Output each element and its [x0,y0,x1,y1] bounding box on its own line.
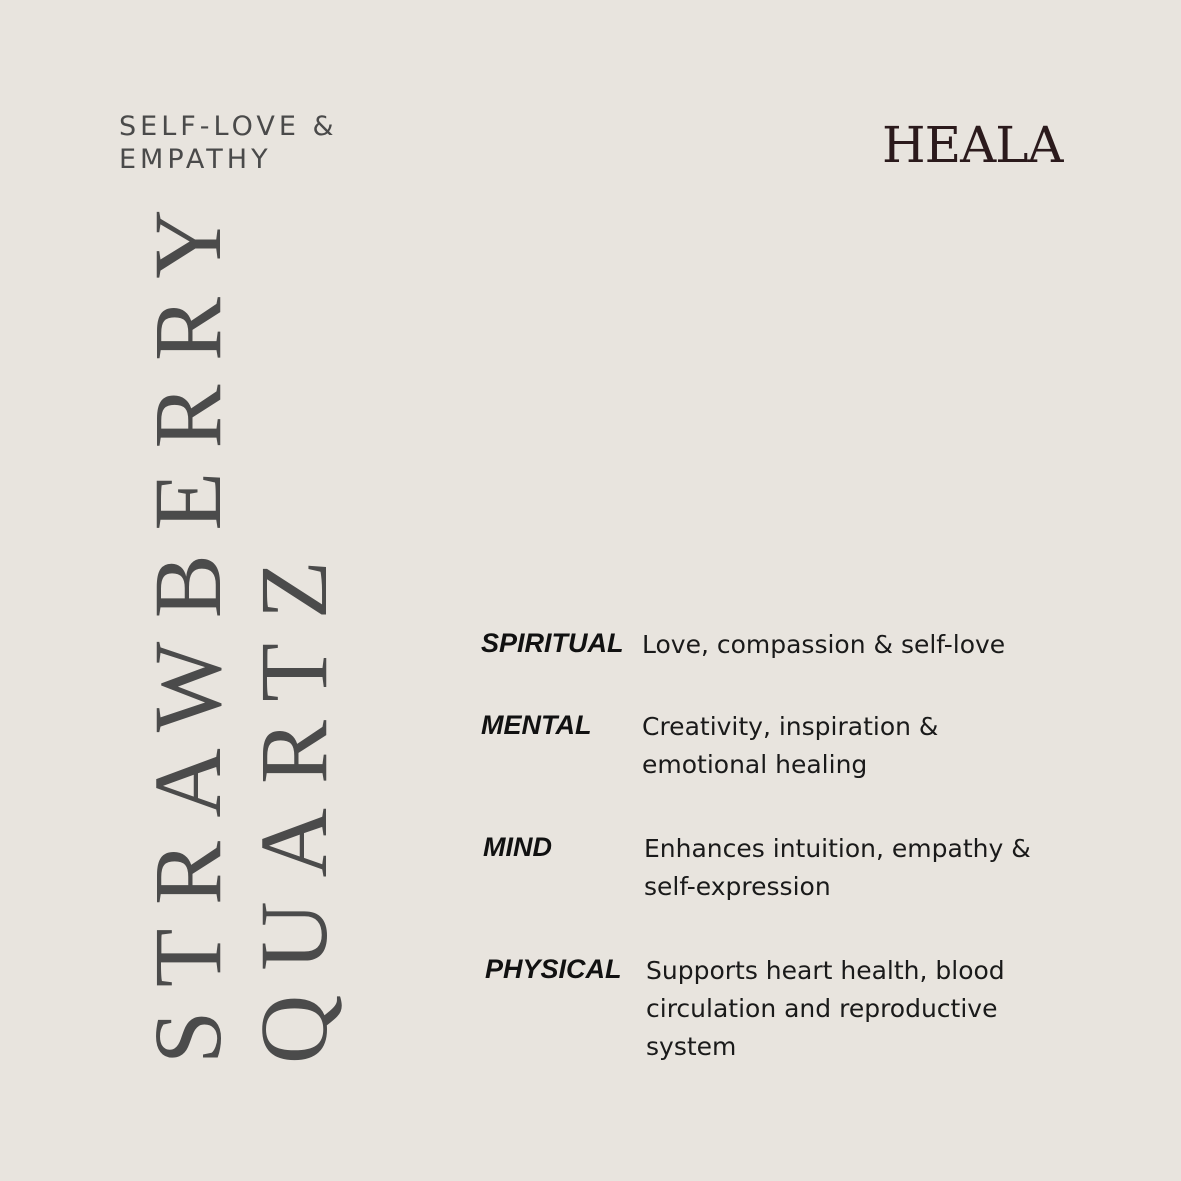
property-description: Love, compassion & self-love [642,630,1006,659]
property-description: Supports heart health, blood circulation and reproductive system [646,956,1005,1061]
property-description: Creativity, inspiration & emotional healing [642,712,939,779]
tagline-line-1: SELF-LOVE & [119,111,338,142]
property-label: SPIRITUAL [481,628,624,658]
title-line-1: STRAWBERRY [134,185,241,1064]
title-line-2: QUARTZ [240,536,347,1064]
property-description: Enhances intuition, empathy & self-expression [644,834,1031,901]
property-label: MENTAL [481,710,592,740]
tagline [119,110,338,176]
brand-logo: HEALA [882,116,1063,174]
property-label: PHYSICAL [485,954,622,984]
tagline-line-2: EMPATHY [119,144,272,175]
property-label: MIND [483,832,552,862]
